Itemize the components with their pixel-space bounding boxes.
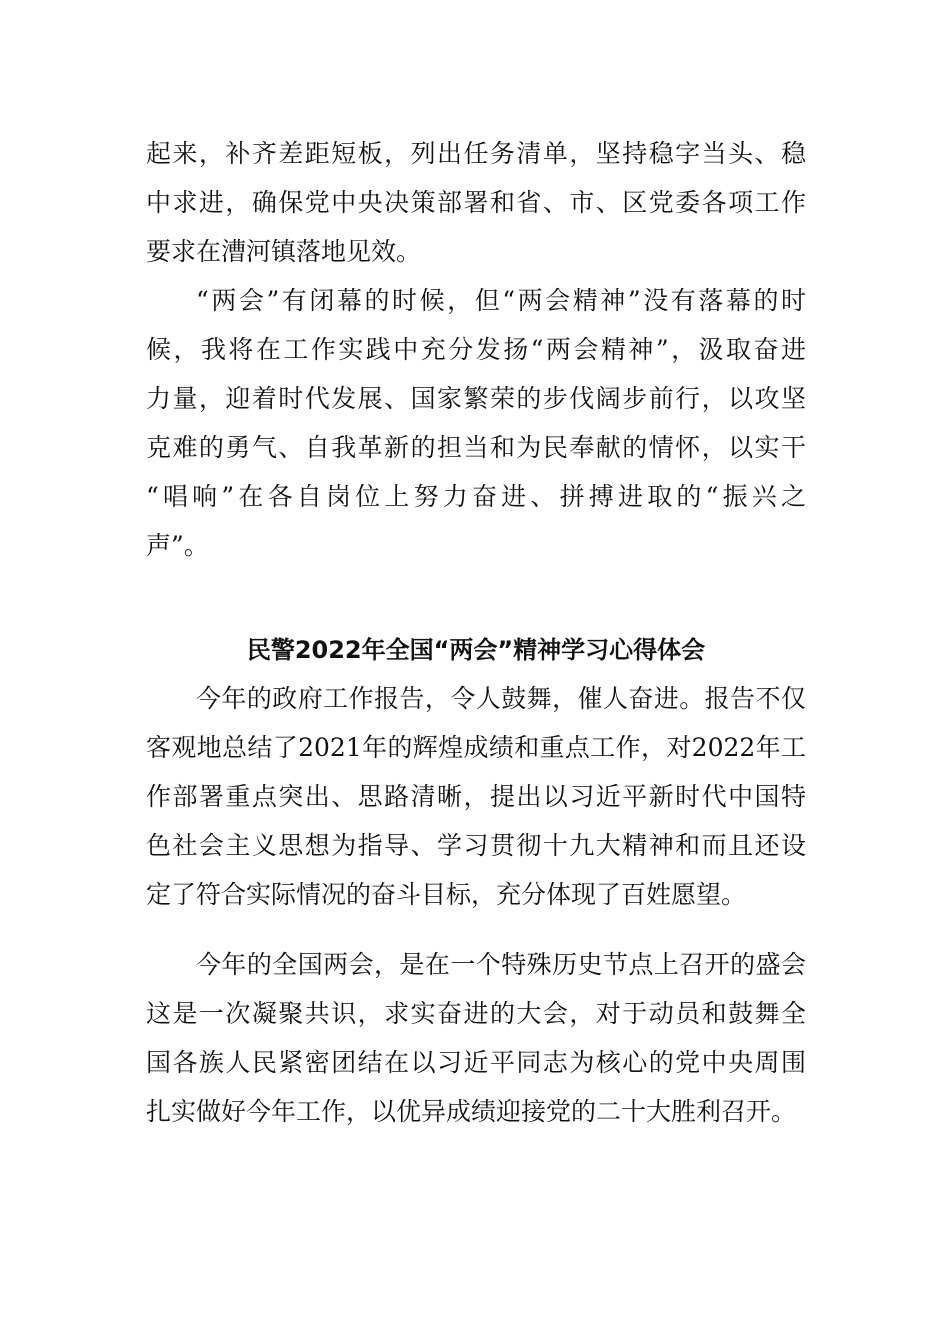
text-line: 力量，迎着时代发展、国家繁荣的步伐阔步前行，以攻坚 [146, 384, 806, 413]
text-line: 国各族人民紧密团结在以习近平同志为核心的党中央周围 [146, 1048, 806, 1077]
text-line: 定了符合实际情况的奋斗目标，充分体现了百姓愿望。 [146, 880, 747, 909]
text-line: 今年的政府工作报告，令人鼓舞，催人奋进。报告不仅 [196, 684, 806, 713]
text-line: “唱响”在各自岗位上努力奋进、拼搏进取的“振兴之 [146, 482, 806, 511]
text-line: 扎实做好今年工作，以优异成绩迎接党的二十大胜利召开。 [146, 1097, 797, 1126]
paragraph-4 [146, 940, 806, 1136]
text-line: 客观地总结了2021年的辉煌成绩和重点工作，对2022年工 [146, 733, 806, 762]
text-line: 今年的全国两会，是在一个特殊历史节点上召开的盛会 [196, 950, 806, 979]
section-heading: 民警2022年全国“两会”精神学习心得体会 [246, 636, 706, 664]
paragraph-1 [146, 129, 806, 276]
text-line: 声”。 [146, 531, 209, 560]
text-line: 这是一次凝聚共识，求实奋进的大会，对于动员和鼓舞全 [146, 999, 806, 1028]
paragraph-2 [146, 276, 806, 570]
text-line: 要求在漕河镇落地见效。 [146, 237, 422, 266]
text-line: 起来，补齐差距短板，列出任务清单，坚持稳字当头、稳 [146, 139, 806, 168]
text-line: 候，我将在工作实践中充分发扬“两会精神”，汲取奋进 [146, 335, 806, 364]
text-line: 色社会主义思想为指导、学习贯彻十九大精神和而且还设 [146, 831, 806, 860]
text-line: “两会”有闭幕的时候，但“两会精神”没有落幕的时 [196, 286, 806, 315]
text-line: 作部署重点突出、思路清晰，提出以习近平新时代中国特 [146, 782, 806, 811]
text-line: 克难的勇气、自我革新的担当和为民奉献的情怀，以实干 [146, 433, 806, 462]
paragraph-3 [146, 674, 806, 919]
text-line: 中求进，确保党中央决策部署和省、市、区党委各项工作 [146, 188, 806, 217]
